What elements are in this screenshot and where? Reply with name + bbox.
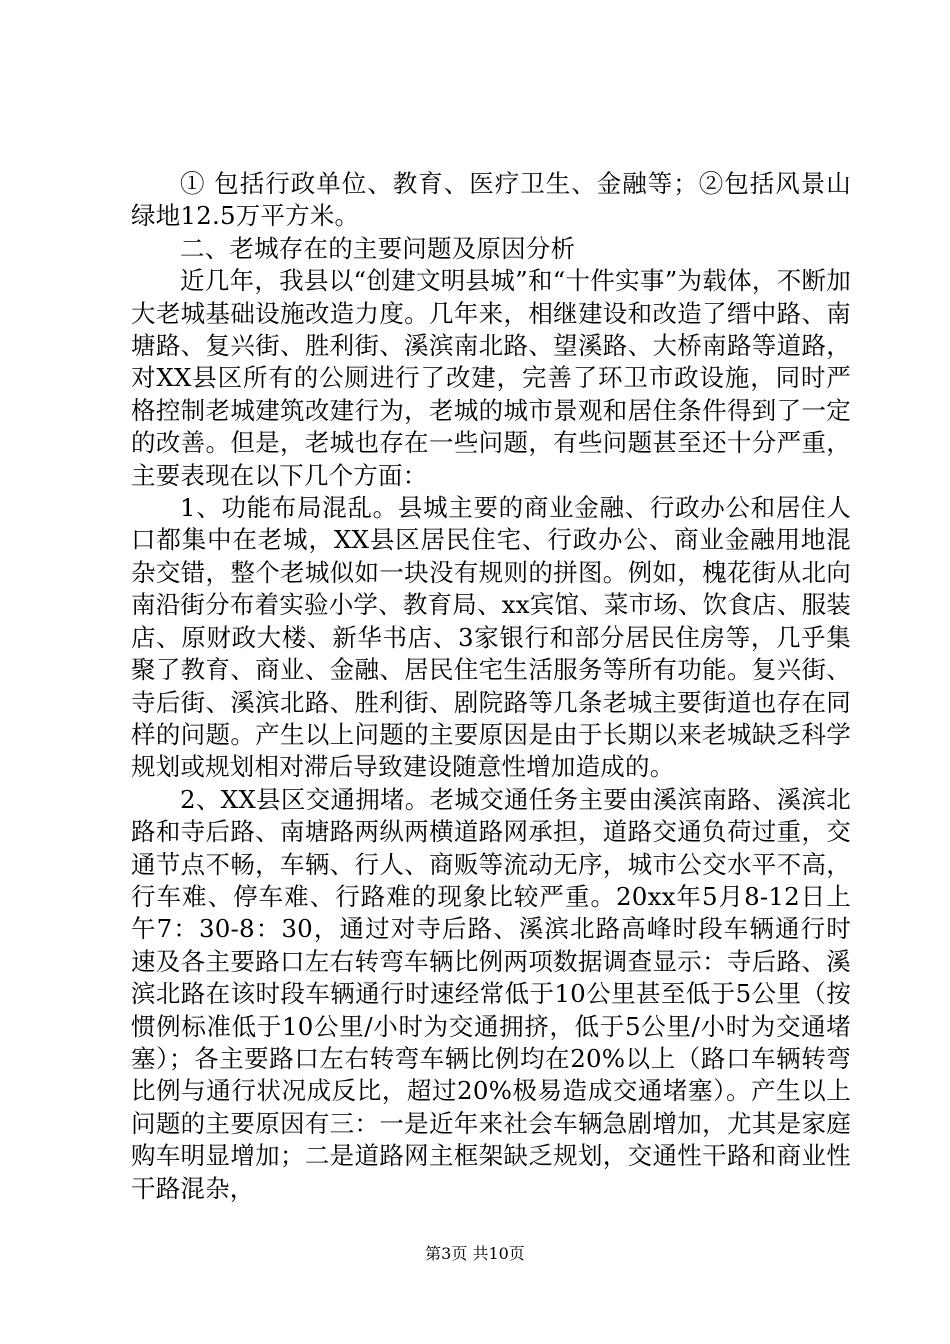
section-heading-problems: 二、老城存在的主要问题及原因分析 — [180, 233, 576, 263]
page-number-footer: 第3页 共10页 — [425, 1244, 525, 1263]
document-body — [131, 168, 851, 1205]
paragraph-overview: 近几年，我县以“创建文明县城”和“十件实事”为载体，不断加大老城基础设施改造力度。几年来，相继建设和改造了缙中路、南塘路、复兴街、胜利街、溪滨南北路、望溪路、大桥南路等道路，对XX县区所有的公厕进行了改建，完善了环卫市政设施，同时严格控制老城建筑改建行为，老城的城市景观和居住条件得到了一定的改善。但是，老城也存在一些问题，有些问题甚至还十分严重，主要表现在以下几个方面： — [131, 266, 851, 490]
paragraph-functional-layout: 1、功能布局混乱。县城主要的商业金融、行政办公和居住人口都集中在老城，XX县区居民住宅、行政办公、商业金融用地混杂交错，整个老城似如一块没有规则的拼图。例如，槐花街从北向南沿街分布着实验小学、教育局、xx宾馆、菜市场、饮食店、服装店、原财政大楼、新华书店、3家银行和部分居民住房等，几乎集聚了教育、商业、金融、居民住宅生活服务等所有功能。复兴街、寺后街、溪滨北路、胜利街、剧院路等几条老城主要街道也存在同样的问题。产生以上问题的主要原因是由于长期以来老城缺乏科学规划或规划相对滞后导致建设随意性增加造成的。 — [131, 493, 851, 782]
paragraph-green-space-note: ① 包括行政单位、教育、医疗卫生、金融等；②包括风景山绿地12.5万平方米。 — [131, 169, 851, 231]
paragraph-traffic-congestion: 2、XX县区交通拥堵。老城交通任务主要由溪滨南路、溪滨北路和寺后路、南塘路两纵两横道路网承担，道路交通负荷过重，交通节点不畅，车辆、行人、商贩等流动无序，城市公交水平不高，行车难、停车难、行路难的现象比较严重。20xx年5月8-12日上午7：30-8：30，通过对寺后路、溪滨北路高峰时段车辆通行时速及各主要路口左右转弯车辆比例两项数据调查显示：寺后路、溪滨北路在该时段车辆通行时速经常低于10公里甚至低于5公里（按惯例标准低于10公里/小时为交通拥挤，低于5公里/小时为交通堵塞）；各主要路口左右转弯车辆比例均在20%以上（路口车辆转弯比例与通行状况成反比，超过20%极易造成交通堵塞）。产生以上问题的主要原因有三：一是近年来社会车辆急剧增加，尤其是家庭购车明显增加；二是道路网主框架缺乏规划，交通性干路和商业性干路混杂， — [131, 784, 851, 1203]
